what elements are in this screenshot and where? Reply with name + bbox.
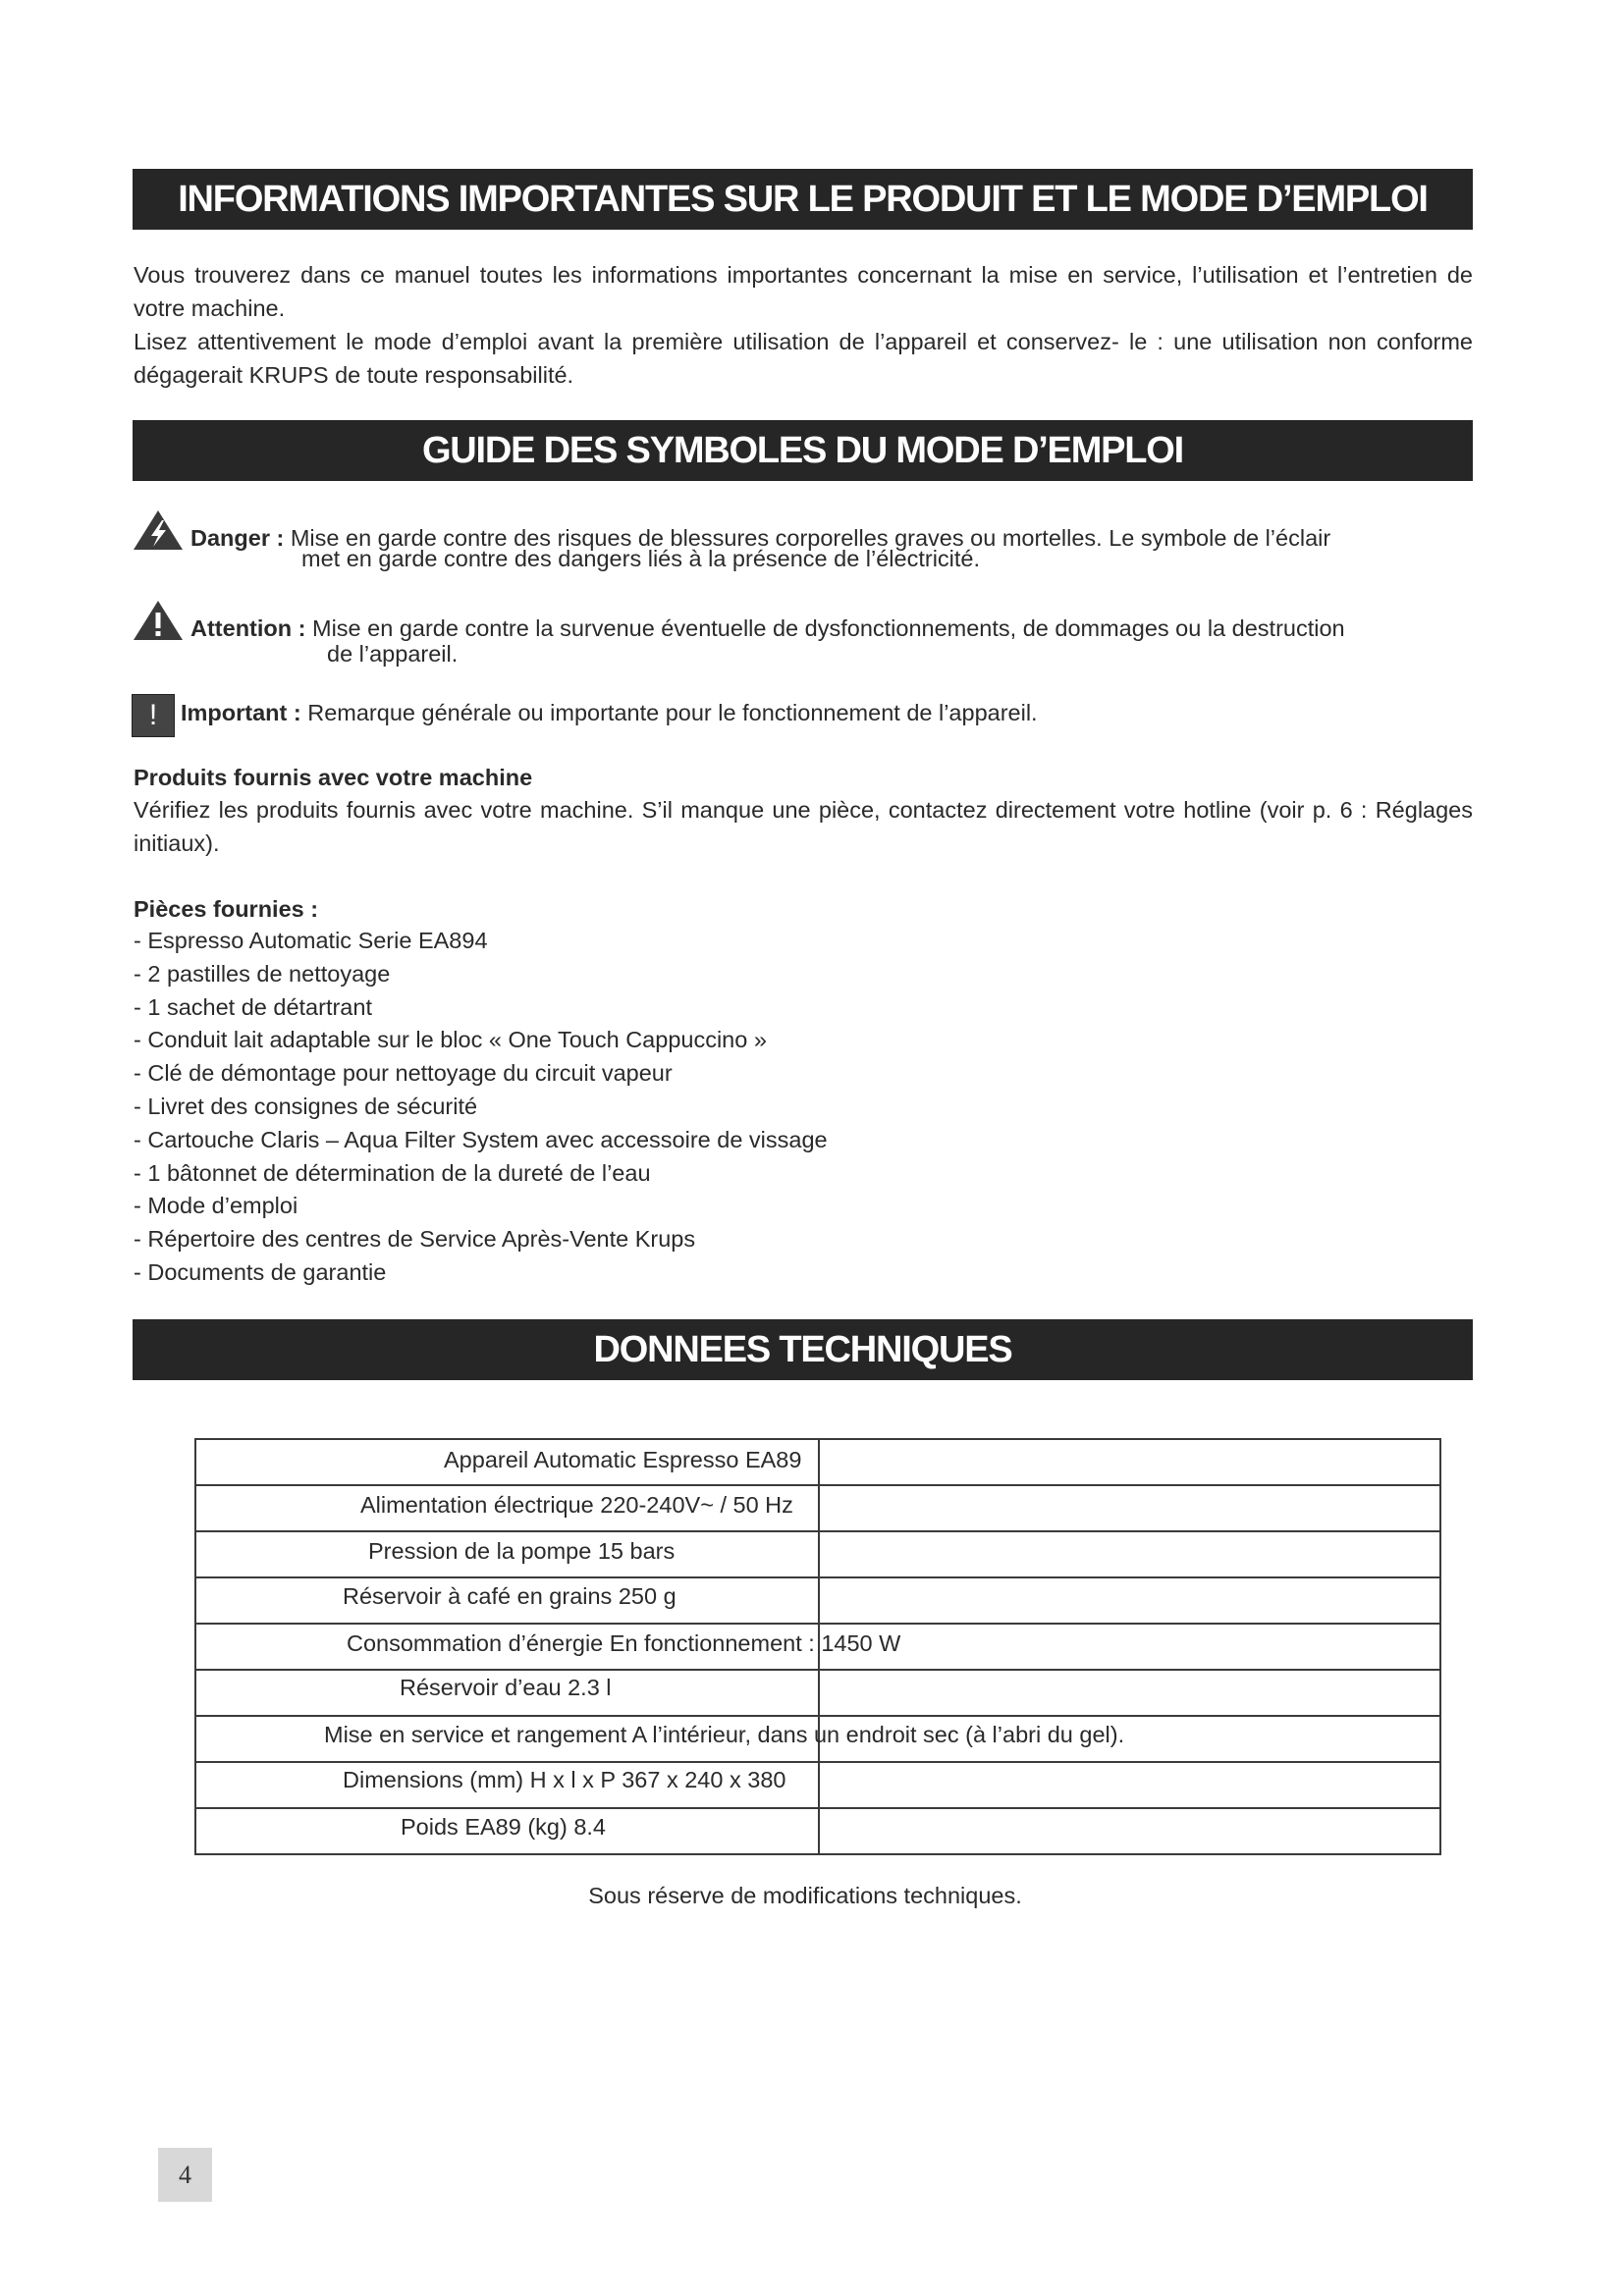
danger-text: Mise en garde contre des risques de blessures corporelles graves ou mortelles. Le symbole de l’éclair (290, 525, 1331, 551)
spec-row-text: Alimentation électrique 220-240V~ / 50 Hz (360, 1492, 793, 1518)
list-item: - Espresso Automatic Serie EA894 (134, 928, 488, 953)
section-title-symbols: GUIDE DES SYMBOLES DU MODE D’EMPLOI (133, 420, 1473, 481)
parts-heading: Pièces fournies : (134, 896, 319, 922)
danger-lightning-icon (132, 508, 185, 552)
attention-text: Mise en garde contre la survenue éventuelle de dysfonctionnements, de dommages ou la destruction (312, 615, 1345, 641)
spec-row-text: Consommation d’énergie En fonctionnement : 1450 W (347, 1630, 901, 1656)
page-number: 4 (158, 2148, 212, 2202)
spec-row-text: Pression de la pompe 15 bars (368, 1538, 676, 1564)
spec-row-text: Mise en service et rangement A l’intérieur, dans un endroit sec (à l’abri du gel). (324, 1722, 1125, 1747)
list-item: - Cartouche Claris – Aqua Filter System avec accessoire de vissage (134, 1126, 828, 1152)
list-item: - Répertoire des centres de Service Après-Vente Krups (134, 1226, 696, 1253)
list-item: - Conduit lait adaptable sur le bloc « One Touch Cappuccino » (134, 1027, 767, 1053)
products-text: Vérifiez les produits fournis avec votre machine. S’il manque une pièce, contactez directement votre hotline (voir p. 6 : Réglages initiaux). (134, 797, 1473, 856)
list-item: - 2 pastilles de nettoyage (134, 960, 391, 987)
important-exclamation-icon: ! (132, 694, 175, 737)
table-row (195, 1808, 1440, 1854)
list-item: - 1 bâtonnet de détermination de la dureté de l’eau (134, 1159, 651, 1186)
list-item: - Documents de garantie (134, 1258, 387, 1285)
danger-text-line2: met en garde contre des dangers liés à la présence de l’électricité. (301, 546, 981, 571)
spec-row-text: Appareil Automatic Espresso EA89 (444, 1447, 802, 1472)
spec-row-text: Réservoir d’eau 2.3 l (400, 1675, 612, 1700)
attention-text-line2: de l’appareil. (327, 641, 459, 667)
info-paragraph-2: Lisez attentivement le mode d’emploi avant la première utilisation de l’appareil et conservez- le : une utilisation non conforme dégagerait KRUPS de toute responsabilité. (134, 329, 1473, 388)
danger-label: Danger : (190, 525, 285, 551)
products-heading: Produits fournis avec votre machine (134, 765, 533, 790)
list-item: - Clé de démontage pour nettoyage du circuit vapeur (134, 1060, 673, 1087)
spec-row-text: Poids EA89 (kg) 8.4 (401, 1814, 606, 1840)
section-title-info: INFORMATIONS IMPORTANTES SUR LE PRODUIT ET LE MODE D’EMPLOI (133, 169, 1473, 230)
footnote: Sous réserve de modifications techniques. (588, 1883, 1022, 1908)
spec-row-text: Réservoir à café en grains 250 g (343, 1583, 677, 1609)
info-paragraph-1: Vous trouverez dans ce manuel toutes les informations importantes concernant la mise en service, l’utilisation et l’entretien de votre machine. (134, 262, 1473, 321)
list-item: - 1 sachet de détartrant (134, 993, 372, 1020)
spec-row-text: Dimensions (mm) H x l x P 367 x 240 x 380 (343, 1767, 786, 1792)
list-item: - Mode d’emploi (134, 1193, 298, 1219)
warning-triangle-icon (132, 599, 185, 642)
list-item: - Livret des consignes de sécurité (134, 1093, 478, 1119)
important-text: Remarque générale ou importante pour le fonctionnement de l’appareil. (307, 700, 1038, 725)
table-row (195, 1439, 1440, 1485)
important-label: Important : (181, 700, 301, 725)
attention-label: Attention : (190, 615, 306, 641)
symbol-important-row (132, 694, 1473, 737)
section-title-tech: DONNEES TECHNIQUES (133, 1319, 1473, 1380)
parts-list (134, 925, 828, 1290)
table-row (195, 1670, 1440, 1716)
